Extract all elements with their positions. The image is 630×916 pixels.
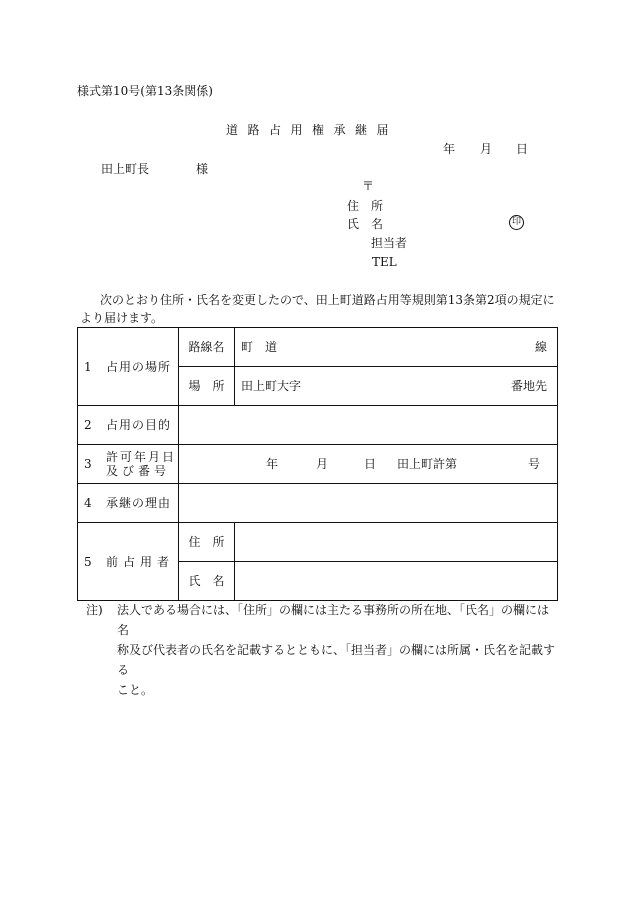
row3-number: 3 bbox=[84, 457, 92, 471]
reason-value-cell[interactable] bbox=[179, 484, 558, 523]
table-row bbox=[78, 328, 558, 367]
row1-label: 占用の場所 bbox=[106, 359, 172, 374]
body-line-1: 次のとおり住所・氏名を変更したので、田上町道路占用等規則第13条第2項の規定に bbox=[100, 293, 555, 307]
seal-mark: 印 bbox=[509, 215, 524, 230]
date-year: 年 bbox=[443, 142, 456, 156]
table-row bbox=[78, 484, 558, 523]
applicant-contact-label: 担当者 bbox=[371, 236, 408, 250]
applicant-tel-label: TEL bbox=[372, 255, 397, 269]
permit-prefix: 田上町許第 bbox=[397, 457, 458, 471]
row2-number: 2 bbox=[84, 418, 92, 432]
permit-day: 日 bbox=[364, 457, 377, 471]
row1-number: 1 bbox=[84, 359, 92, 374]
addressee-honorific: 様 bbox=[196, 162, 209, 176]
permit-year: 年 bbox=[266, 457, 279, 471]
place-label: 場 所 bbox=[188, 379, 225, 393]
permit-value-cell[interactable] bbox=[179, 445, 558, 484]
permit-month: 月 bbox=[316, 457, 329, 471]
prev-name-label: 氏 名 bbox=[188, 574, 225, 588]
footnote-line-1: 法人である場合には、「住所」の欄には主たる事務所の所在地、「氏名」の欄には名 bbox=[117, 603, 550, 637]
prev-address-value-cell[interactable] bbox=[235, 523, 558, 562]
table-row bbox=[78, 523, 558, 562]
place-prefix: 田上町大字 bbox=[241, 379, 302, 393]
footnote-line-2: 称及び代表者の氏名を記載するとともに、「担当者」の欄には所属・氏名を記載する bbox=[117, 643, 556, 677]
body-paragraph bbox=[76, 291, 560, 327]
row1-label-cell bbox=[78, 328, 179, 406]
row2-label: 占用の目的 bbox=[106, 418, 172, 432]
row4-label-cell bbox=[78, 484, 179, 523]
table-row bbox=[78, 445, 558, 484]
row2-label-cell bbox=[78, 406, 179, 445]
applicant-address-label: 住 所 bbox=[347, 199, 384, 213]
form-title: 道路占用権承継届 bbox=[226, 123, 399, 137]
footnote-line-3: こと。 bbox=[117, 683, 154, 697]
place-suffix: 番地先 bbox=[510, 379, 547, 393]
body-line-2: より届けます。 bbox=[80, 311, 164, 325]
place-label-cell bbox=[179, 367, 235, 406]
route-prefix: 町 道 bbox=[241, 340, 278, 354]
route-label: 路線名 bbox=[188, 340, 225, 354]
form-number: 様式第10号(第13条関係) bbox=[77, 84, 213, 98]
place-value-cell[interactable] bbox=[235, 367, 558, 406]
row3-label-line1: 許可年月日 bbox=[106, 450, 177, 464]
route-value-cell[interactable] bbox=[235, 328, 558, 367]
footnote-head: 注) bbox=[86, 603, 103, 617]
date-day: 日 bbox=[516, 142, 529, 156]
row4-number: 4 bbox=[84, 496, 92, 510]
row5-number: 5 bbox=[84, 554, 92, 569]
applicant-name-label: 氏 名 bbox=[347, 217, 384, 231]
table-row bbox=[78, 406, 558, 445]
row3-label-line2: 及び番号 bbox=[106, 464, 171, 478]
route-label-cell bbox=[179, 328, 235, 367]
prev-address-label: 住 所 bbox=[188, 535, 225, 549]
addressee-name: 田上町長 bbox=[101, 162, 150, 176]
postal-mark: 〒 bbox=[362, 179, 375, 193]
route-suffix: 線 bbox=[534, 340, 547, 354]
purpose-value-cell[interactable] bbox=[179, 406, 558, 445]
form-table bbox=[77, 327, 558, 601]
row5-label: 前占用者 bbox=[106, 554, 175, 569]
row4-label: 承継の理由 bbox=[106, 496, 172, 510]
date-month: 月 bbox=[480, 142, 493, 156]
row5-label-cell bbox=[78, 523, 179, 601]
prev-address-label-cell bbox=[179, 523, 235, 562]
row3-label-cell bbox=[78, 445, 179, 484]
permit-number-suffix: 号 bbox=[528, 457, 541, 471]
prev-name-label-cell bbox=[179, 562, 235, 601]
prev-name-value-cell[interactable] bbox=[235, 562, 558, 601]
